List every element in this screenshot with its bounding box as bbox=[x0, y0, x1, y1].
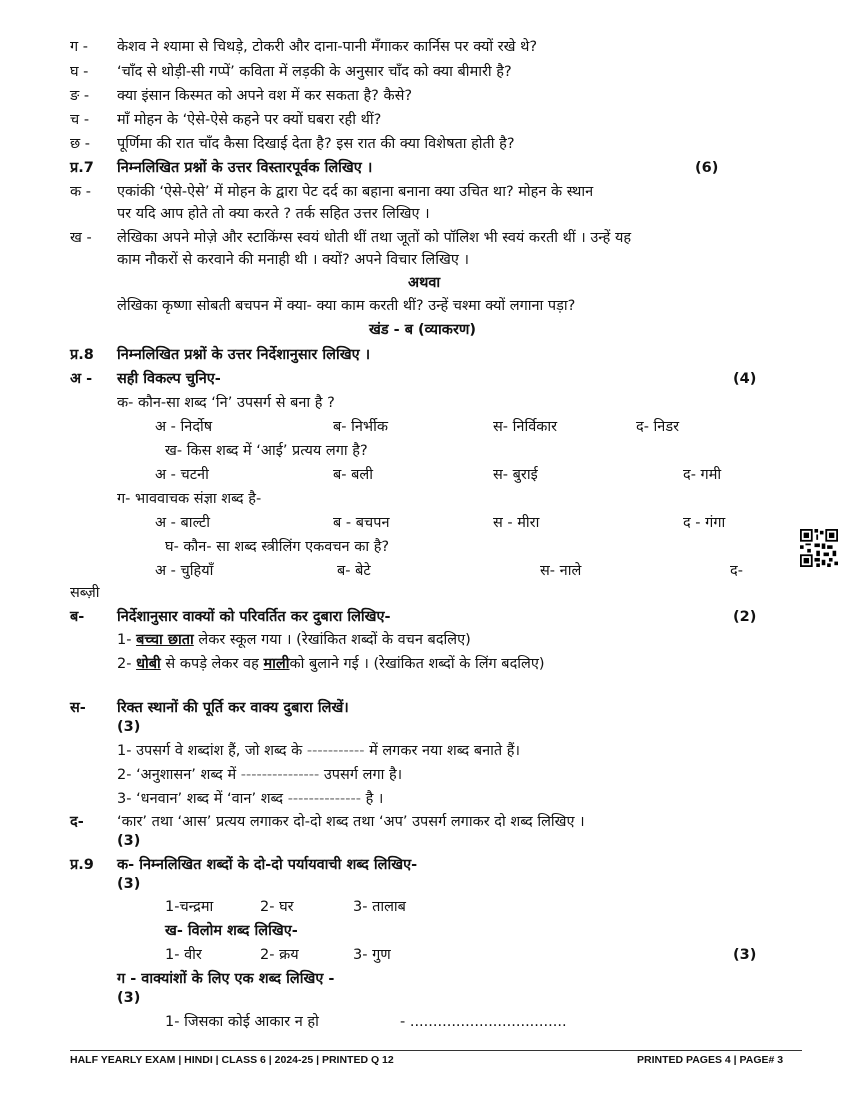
footer-rule bbox=[70, 1050, 802, 1051]
marks-label: (3) bbox=[117, 990, 141, 1006]
word-item: 3- गुण bbox=[353, 947, 391, 963]
marks-label: (6) bbox=[695, 160, 719, 176]
mcq-option: स- नाले bbox=[540, 563, 582, 579]
mcq-option: ब - बचपन bbox=[333, 515, 390, 531]
blank-line: --------------- bbox=[240, 767, 320, 783]
question-marker: क - bbox=[70, 184, 91, 200]
footer-right: PRINTED PAGES 4 | PAGE# 3 bbox=[637, 1054, 784, 1066]
sentence-text: में लगकर नया शब्द बनाते हैं। bbox=[369, 743, 520, 759]
sentence-text: से कपड़े लेकर वह bbox=[165, 656, 259, 672]
mcq-option-wrap: सब्ज़ी bbox=[70, 585, 100, 601]
word-item: 1- वीर bbox=[165, 947, 202, 963]
question-text: ‘चाँद से थोड़ी-सी गप्पें’ कविता में लड़की के अनुसार चाँद को क्या बीमारी है? bbox=[117, 64, 512, 80]
mcq-option: अ - बाल्टी bbox=[155, 515, 210, 531]
sentence-text: है । bbox=[365, 791, 384, 807]
question-text: माँ मोहन के ‘ऐसे-ऐसे कहने पर क्यों घबरा रही थीं? bbox=[117, 112, 382, 128]
question-heading: निम्नलिखित प्रश्नों के उत्तर विस्तारपूर्वक लिखिए । bbox=[117, 160, 373, 176]
marks-label: (3) bbox=[117, 876, 141, 892]
question-marker: ब- bbox=[70, 609, 85, 625]
item-number: 1- bbox=[117, 632, 132, 648]
marks-label: (3) bbox=[117, 833, 141, 849]
question-number: प्र.9 bbox=[70, 857, 94, 873]
mcq-option: ब- बली bbox=[333, 467, 373, 483]
word-item: 2- घर bbox=[260, 899, 294, 915]
mcq-question: घ- कौन- सा शब्द स्त्रीलिंग एकवचन का है? bbox=[165, 539, 390, 555]
question-marker: ख - bbox=[70, 230, 92, 246]
sentence-item bbox=[117, 654, 545, 674]
word-item: 2- क्रय bbox=[260, 947, 299, 963]
section-heading: खंड - ब (व्याकरण) bbox=[369, 322, 476, 338]
question-text: लेखिका कृष्णा सोबती बचपन में क्या- क्या काम करती थीं? उन्हें चश्मा क्यों लगाना पड़ा? bbox=[117, 298, 576, 314]
word-item: 3- तालाब bbox=[353, 899, 406, 915]
mcq-question: क- कौन-सा शब्द ‘नि’ उपसर्ग से बना है ? bbox=[117, 395, 335, 411]
mcq-question: ग- भाववाचक संज्ञा शब्द है- bbox=[117, 491, 262, 507]
marks-label: (3) bbox=[117, 719, 141, 735]
mcq-option: स- निर्विकार bbox=[493, 419, 558, 435]
sentence-item bbox=[117, 630, 471, 650]
question-heading: ग - वाक्यांशों के लिए एक शब्द लिखिए - bbox=[117, 971, 335, 987]
question-marker: द- bbox=[70, 814, 84, 830]
sentence-text: को बुलाने गई । (रेखांकित शब्दों के लिंग बदलिए) bbox=[289, 656, 545, 672]
sentence-text: लेकर स्कूल गया । (रेखांकित शब्दों के वचन बदलिए) bbox=[198, 632, 471, 648]
mcq-option: स - मीरा bbox=[493, 515, 540, 531]
underlined-word: माली bbox=[263, 656, 290, 672]
qr-code-icon bbox=[800, 529, 838, 567]
underlined-word: बच्चा छाता bbox=[136, 632, 194, 648]
sentence-text: 2- ‘अनुशासन’ शब्द में bbox=[117, 767, 237, 783]
blank-line: -------------- bbox=[287, 791, 361, 807]
fill-blank-item bbox=[117, 765, 402, 785]
question-text: लेखिका अपने मोज़े और स्टाकिंग्स स्वयं धोती थीं तथा जूतों को पॉलिश भी स्वयं करती थीं । उन्हें यह bbox=[117, 230, 632, 246]
question-marker: ङ - bbox=[70, 88, 90, 104]
question-text: ‘कार’ तथा ‘आस’ प्रत्यय लगाकर दो-दो शब्द तथा ‘अप’ उपसर्ग लगाकर दो शब्द लिखिए । bbox=[117, 814, 585, 830]
question-heading: रिक्त स्थानों की पूर्ति कर वाक्य दुबारा लिखें। bbox=[117, 700, 349, 716]
sentence-text: 3- ‘धनवान’ शब्द में ‘वान’ शब्द bbox=[117, 791, 284, 807]
item-number: 2- bbox=[117, 656, 132, 672]
question-text: केशव ने श्यामा से चिथड़े, टोकरी और दाना-पानी मँगाकर कार्निस पर क्यों रखे थे? bbox=[117, 39, 538, 55]
question-text: एकांकी ‘ऐसे-ऐसे’ में मोहन के द्वारा पेट दर्द का बहाना बनाना क्या उचित था? मोहन के स्थान bbox=[117, 184, 594, 200]
mcq-option: स- बुराई bbox=[493, 467, 538, 483]
question-text: काम नौकरों से करवाने की मनाही थी । क्यों? अपने विचार लिखिए । bbox=[117, 252, 469, 268]
mcq-option: द- bbox=[730, 563, 743, 579]
question-heading: सही विकल्प चुनिए- bbox=[117, 371, 221, 387]
mcq-option: द- निडर bbox=[636, 419, 680, 435]
question-text: क्या इंसान किस्मत को अपने वश में कर सकता है? कैसे? bbox=[117, 88, 413, 104]
sentence-text: उपसर्ग लगा है। bbox=[323, 767, 403, 783]
question-marker: च - bbox=[70, 112, 90, 128]
phrase-item: 1- जिसका कोई आकार न हो bbox=[165, 1014, 319, 1030]
question-marker: अ - bbox=[70, 371, 93, 387]
mcq-question: ख- किस शब्द में ‘आई’ प्रत्यय लगा है? bbox=[165, 443, 368, 459]
blank-line: ----------- bbox=[306, 743, 365, 759]
mcq-option: अ - चटनी bbox=[155, 467, 209, 483]
marks-label: (4) bbox=[733, 371, 757, 387]
mcq-option: ब- बेटे bbox=[337, 563, 371, 579]
question-heading: निर्देशानुसार वाक्यों को परिवर्तित कर दुबारा लिखिए- bbox=[117, 609, 391, 625]
question-number: प्र.8 bbox=[70, 347, 94, 363]
mcq-option: द- गमी bbox=[683, 467, 722, 483]
marks-label: (3) bbox=[733, 947, 757, 963]
question-heading: ख- विलोम शब्द लिखिए- bbox=[165, 923, 298, 939]
athva-label: अथवा bbox=[408, 275, 441, 291]
fill-blank-item bbox=[117, 741, 520, 761]
word-item: 1-चन्द्रमा bbox=[165, 899, 214, 915]
mcq-option: अ - चुहियाँ bbox=[155, 563, 214, 579]
question-marker: स- bbox=[70, 700, 86, 716]
question-marker: छ - bbox=[70, 136, 91, 152]
fill-blank-item bbox=[117, 789, 383, 809]
underlined-word: धोबी bbox=[136, 656, 161, 672]
mcq-option: अ - निर्दोष bbox=[155, 419, 213, 435]
mcq-option: द - गंगा bbox=[683, 515, 726, 531]
question-marker: घ - bbox=[70, 64, 89, 80]
question-number: प्र.7 bbox=[70, 160, 94, 176]
footer-left: HALF YEARLY EXAM | HINDI | CLASS 6 | 2024-25 | PRINTED Q 12 bbox=[70, 1054, 394, 1066]
marks-label: (2) bbox=[733, 609, 757, 625]
question-heading: निम्नलिखित प्रश्नों के उत्तर निर्देशानुसार लिखिए । bbox=[117, 347, 371, 363]
question-text: पर यदि आप होते तो क्या करते ? तर्क सहित उत्तर लिखिए । bbox=[117, 206, 430, 222]
question-marker: ग - bbox=[70, 39, 89, 55]
question-heading: क- निम्नलिखित शब्दों के दो-दो पर्यायवाची शब्द लिखिए- bbox=[117, 857, 418, 873]
sentence-text: 1- उपसर्ग वे शब्दांश हैं, जो शब्द के bbox=[117, 743, 303, 759]
answer-dots: - .................................. bbox=[400, 1014, 567, 1030]
mcq-option: ब- निर्भीक bbox=[333, 419, 389, 435]
question-text: पूर्णिमा की रात चाँद कैसा दिखाई देता है? इस रात की क्या विशेषता होती है? bbox=[117, 136, 515, 152]
